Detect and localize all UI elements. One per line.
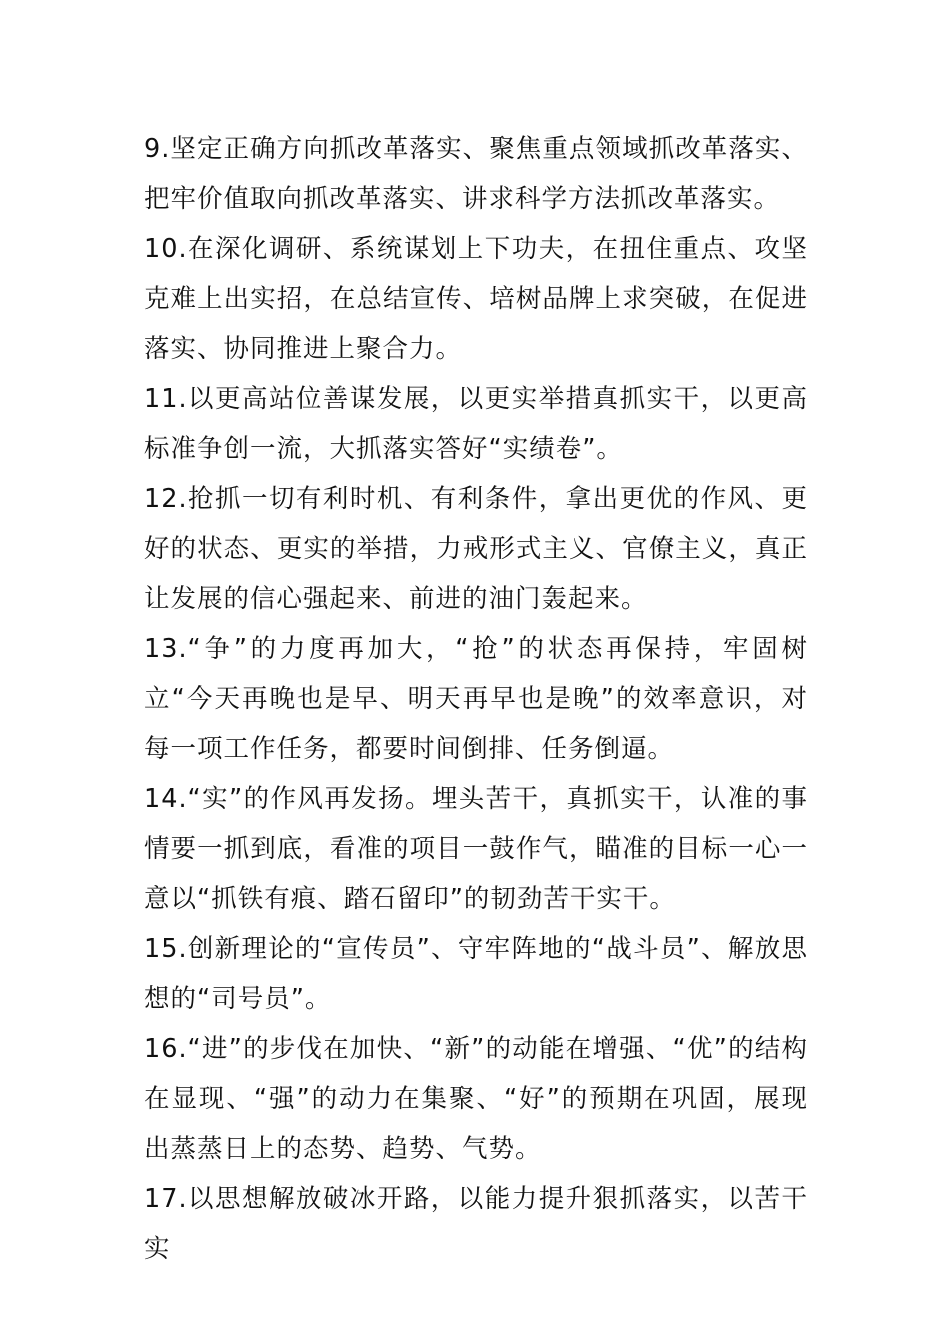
document-body <box>144 124 808 1274</box>
paragraph-13: 13.“争”的力度再加大，“抢”的状态再保持，牢固树立“今天再晚也是早、明天再早也是晚”的效率意识，对每一项工作任务，都要时间倒排、任务倒逼。 <box>144 634 808 764</box>
paragraph-10: 10.在深化调研、系统谋划上下功夫，在扭住重点、攻坚克难上出实招，在总结宣传、培树品牌上求突破，在促进落实、协同推进上聚合力。 <box>144 234 808 364</box>
paragraph-15: 15.创新理论的“宣传员”、守牢阵地的“战斗员”、解放思想的“司号员”。 <box>144 934 808 1014</box>
paragraph-12: 12.抢抓一切有利时机、有利条件，拿出更优的作风、更好的状态、更实的举措，力戒形式主义、官僚主义，真正让发展的信心强起来、前进的油门轰起来。 <box>144 484 808 614</box>
paragraph-16: 16.“进”的步伐在加快、“新”的动能在增强、“优”的结构在显现、“强”的动力在集聚、“好”的预期在巩固，展现出蒸蒸日上的态势、趋势、气势。 <box>144 1034 808 1164</box>
paragraph-9: 9.坚定正确方向抓改革落实、聚焦重点领域抓改革落实、把牢价值取向抓改革落实、讲求科学方法抓改革落实。 <box>144 134 808 214</box>
paragraph-11: 11.以更高站位善谋发展，以更实举措真抓实干，以更高标准争创一流，大抓落实答好“实绩卷”。 <box>144 384 808 464</box>
paragraph-14: 14.“实”的作风再发扬。埋头苦干，真抓实干，认准的事情要一抓到底，看准的项目一鼓作气，瞄准的目标一心一意以“抓铁有痕、踏石留印”的韧劲苦干实干。 <box>144 784 808 914</box>
paragraph-17: 17.以思想解放破冰开路，以能力提升狠抓落实，以苦干实 <box>144 1184 808 1264</box>
